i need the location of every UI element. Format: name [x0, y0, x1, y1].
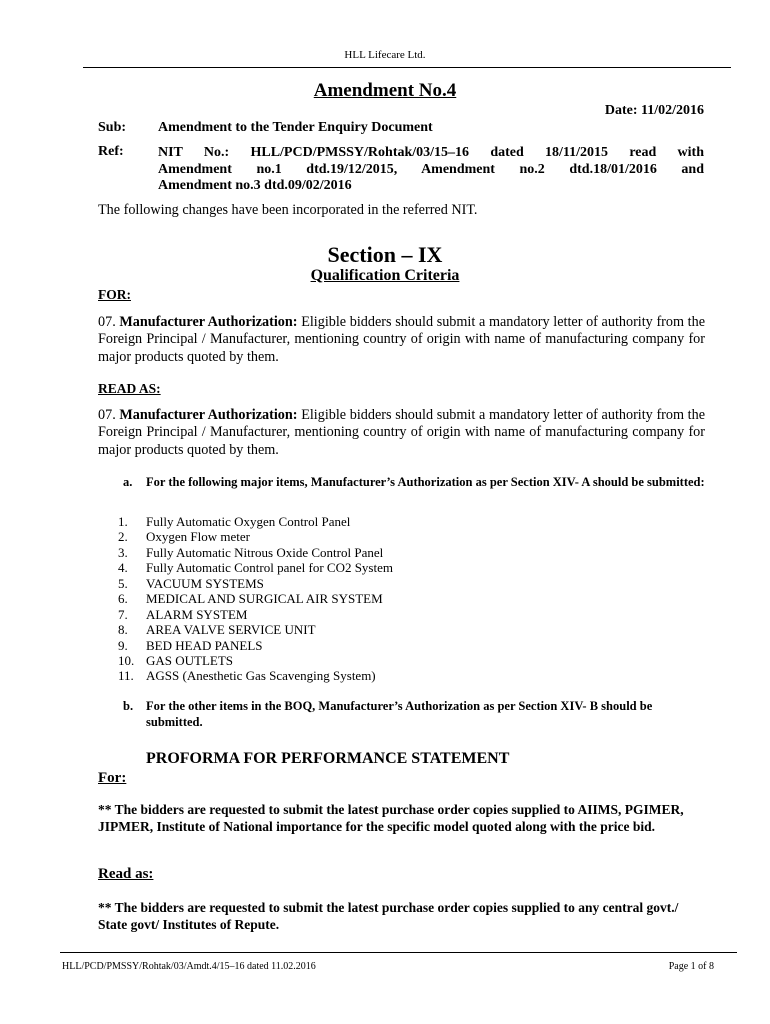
- list-item: 5. VACUUM SYSTEMS: [118, 575, 264, 591]
- note-a-marker: a.: [123, 475, 133, 489]
- section-title: Section – IX: [327, 242, 443, 267]
- list-item: 4. Fully Automatic Control panel for CO2 System: [118, 560, 393, 576]
- for2-text: ** The bidders are requested to submit the latest purchase order copies supplied to AIIMS, PGIMER, JIPMER, Institute of National importance for the specific model quoted along with the price bid.: [98, 802, 684, 834]
- document-title: Amendment No.4: [313, 80, 457, 101]
- read2-text: ** The bidders are requested to submit the latest purchase order copies supplied to any central govt./ State govt/ Institutes of Repute.: [98, 900, 679, 932]
- ref-line-3: Amendment no.3 dtd.09/02/2016: [158, 178, 352, 193]
- note-b-text: For the other items in the BOQ, Manufacturer’s Authorization as per Section XIV- B should be submitted.: [146, 699, 653, 729]
- footer-reference: HLL/PCD/PMSSY/Rohtak/03/Amdt.4/15–16 dated 11.02.2016: [62, 961, 316, 972]
- for-label: FOR:: [98, 287, 131, 302]
- note-a-text: For the following major items, Manufacturer’s Authorization as per Section XIV- A should be submitted:: [146, 475, 705, 489]
- for-paragraph: [98, 314, 705, 366]
- header-company: HLL Lifecare Ltd.: [344, 49, 426, 61]
- proforma-heading: PROFORMA FOR PERFORMANCE STATEMENT: [146, 750, 510, 767]
- for-para-bold: Manufacturer Authorization:: [119, 314, 298, 330]
- read-para-num: 07.: [98, 407, 116, 423]
- for-para-text: Eligible bidders should submit a mandatory letter of authority from the Foreign Principal / Manufacturer, mentioning country of origin with name of manufacturing company for major products quoted by them.: [98, 314, 706, 365]
- list-item: 7. ALARM SYSTEM: [118, 606, 248, 622]
- for-para-num: 07.: [98, 314, 116, 330]
- footer-divider: [60, 952, 737, 953]
- document-date: Date: 11/02/2016: [604, 103, 704, 118]
- read-as-label: READ AS:: [98, 381, 161, 396]
- major-items-list: [118, 514, 393, 684]
- list-item: 2. Oxygen Flow meter: [118, 529, 250, 545]
- list-item: 1. Fully Automatic Oxygen Control Panel: [118, 514, 351, 529]
- ref-label: Ref:: [98, 144, 124, 159]
- read-para-bold: Manufacturer Authorization:: [119, 407, 298, 423]
- list-item: 6. MEDICAL AND SURGICAL AIR SYSTEM: [118, 591, 383, 607]
- section-subtitle: Qualification Criteria: [310, 267, 460, 284]
- read-para-text: Eligible bidders should submit a mandatory letter of authority from the Foreign Principal / Manufacturer, mentioning country of origin with name of manufacturing company for major products quoted by them.: [98, 407, 706, 458]
- for2-label: For:: [98, 770, 127, 786]
- list-item: 9. BED HEAD PANELS: [118, 637, 263, 653]
- ref-line-2: Amendment no.1 dtd.19/12/2015, Amendment no.2 dtd.18/01/2016 and: [158, 162, 704, 177]
- intro-text: The following changes have been incorporated in the referred NIT.: [98, 202, 478, 218]
- ref-line-1: NIT No.: HLL/PCD/PMSSY/Rohtak/03/15–16 dated 18/11/2015 read with: [158, 145, 704, 160]
- list-item: 10. GAS OUTLETS: [118, 652, 234, 668]
- read2-label: Read as:: [98, 866, 154, 882]
- footer-page-number: Page 1 of 8: [668, 961, 714, 972]
- list-item: 11. AGSS (Anesthetic Gas Scavenging System): [118, 668, 376, 684]
- list-item: 3. Fully Automatic Nitrous Oxide Control Panel: [118, 544, 384, 560]
- ref-text: [158, 144, 704, 178]
- header-divider: [83, 67, 731, 68]
- sub-text: Amendment to the Tender Enquiry Document: [158, 120, 433, 135]
- read-paragraph: [98, 407, 705, 459]
- sub-label: Sub:: [98, 120, 127, 135]
- list-item: 8. AREA VALVE SERVICE UNIT: [118, 622, 316, 638]
- note-b-marker: b.: [123, 699, 134, 713]
